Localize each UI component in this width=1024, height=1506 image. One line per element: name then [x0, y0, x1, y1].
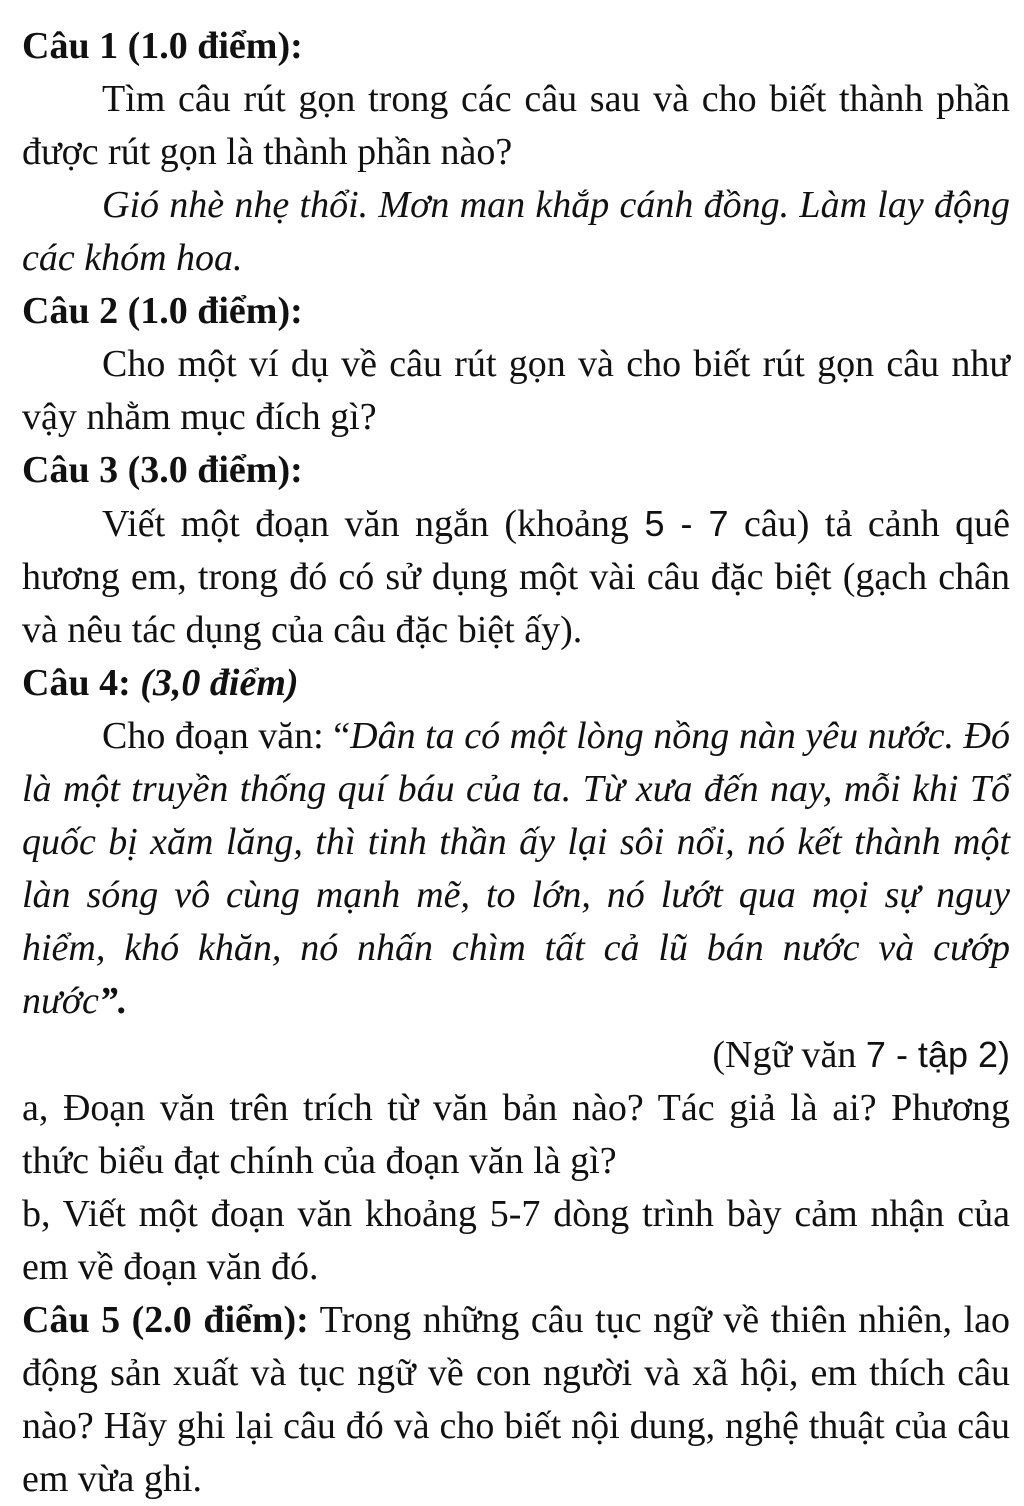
question-4-part-a: a, Đoạn văn trên trích từ văn bản nào? Tác giả là ai? Phương thức biểu đạt chính của đoạn văn là gì?: [22, 1087, 1010, 1182]
question-3-title: Câu 3 (3.0 điểm):: [22, 449, 303, 491]
question-1-example: Gió nhè nhẹ thổi. Mơn man khắp cánh đồng. Làm lay động các khóm hoa.: [22, 184, 1010, 279]
question-4-title: [22, 657, 1010, 710]
question-4-quote-close: ”.: [98, 980, 128, 1022]
question-4-part-b: b, Viết một đoạn văn khoảng 5-7 dòng trình bày cảm nhận của em về đoạn văn đó.: [22, 1193, 1010, 1288]
question-5-title: Câu 5 (2.0 điểm):: [22, 1299, 309, 1341]
question-1-prompt: Tìm câu rút gọn trong các câu sau và cho biết thành phần được rút gọn là thành phần nào?: [22, 78, 1010, 173]
question-3-sentence-range: 5 - 7: [644, 503, 729, 544]
question-4-points: (3,0 điểm): [140, 662, 299, 704]
question-5: [22, 1294, 1010, 1506]
question-4-source-book: (Ngữ văn: [712, 1034, 866, 1076]
question-4-quote: Dân ta có một lòng nồng nàn yêu nước. Đó là một truyền thống quí báu của ta. Từ xưa đến nay, mỗi khi Tổ quốc bị xăm lăng, thì tinh thần ấy lại sôi nổi, nó kết thành một làn sóng vô cùng mạnh mẽ, to lớn, nó lướt qua mọi sự nguy hiểm, khó khăn, nó nhấn chìm tất cả lũ bán nước và cướp nước: [22, 715, 1010, 1022]
question-4-label: Câu 4:: [22, 662, 141, 704]
question-3-prompt: [22, 497, 1010, 657]
question-2-prompt: Cho một ví dụ về câu rút gọn và cho biết rút gọn câu như vậy nhằm mục đích gì?: [22, 343, 1010, 438]
question-2-title: Câu 2 (1.0 điểm):: [22, 290, 303, 332]
exam-page: [22, 20, 1010, 1506]
question-4-source: [22, 1028, 1010, 1082]
question-4-intro: Cho đoạn văn: “: [102, 715, 351, 757]
question-4-passage: [22, 710, 1010, 1028]
question-4-source-volume: 7 - tập 2): [865, 1034, 1010, 1075]
question-1-title: Câu 1 (1.0 điểm):: [22, 25, 303, 67]
question-3-prompt-start: Viết một đoạn văn ngắn (khoảng: [102, 503, 645, 545]
question-5-prompt: Trong những câu tục ngữ về thiên nhiên, lao động sản xuất và tục ngữ về con người và xã hội, em thích câu nào? Hãy ghi lại câu đó và cho biết nội dung, nghệ thuật của câu em vừa ghi.: [22, 1299, 1010, 1500]
question-3-prompt-end: câu) tả cảnh quê hương em, trong đó có sử dụng một vài câu đặc biệt (gạch chân và nêu tác dụng của câu đặc biệt ấy).: [22, 503, 1010, 651]
